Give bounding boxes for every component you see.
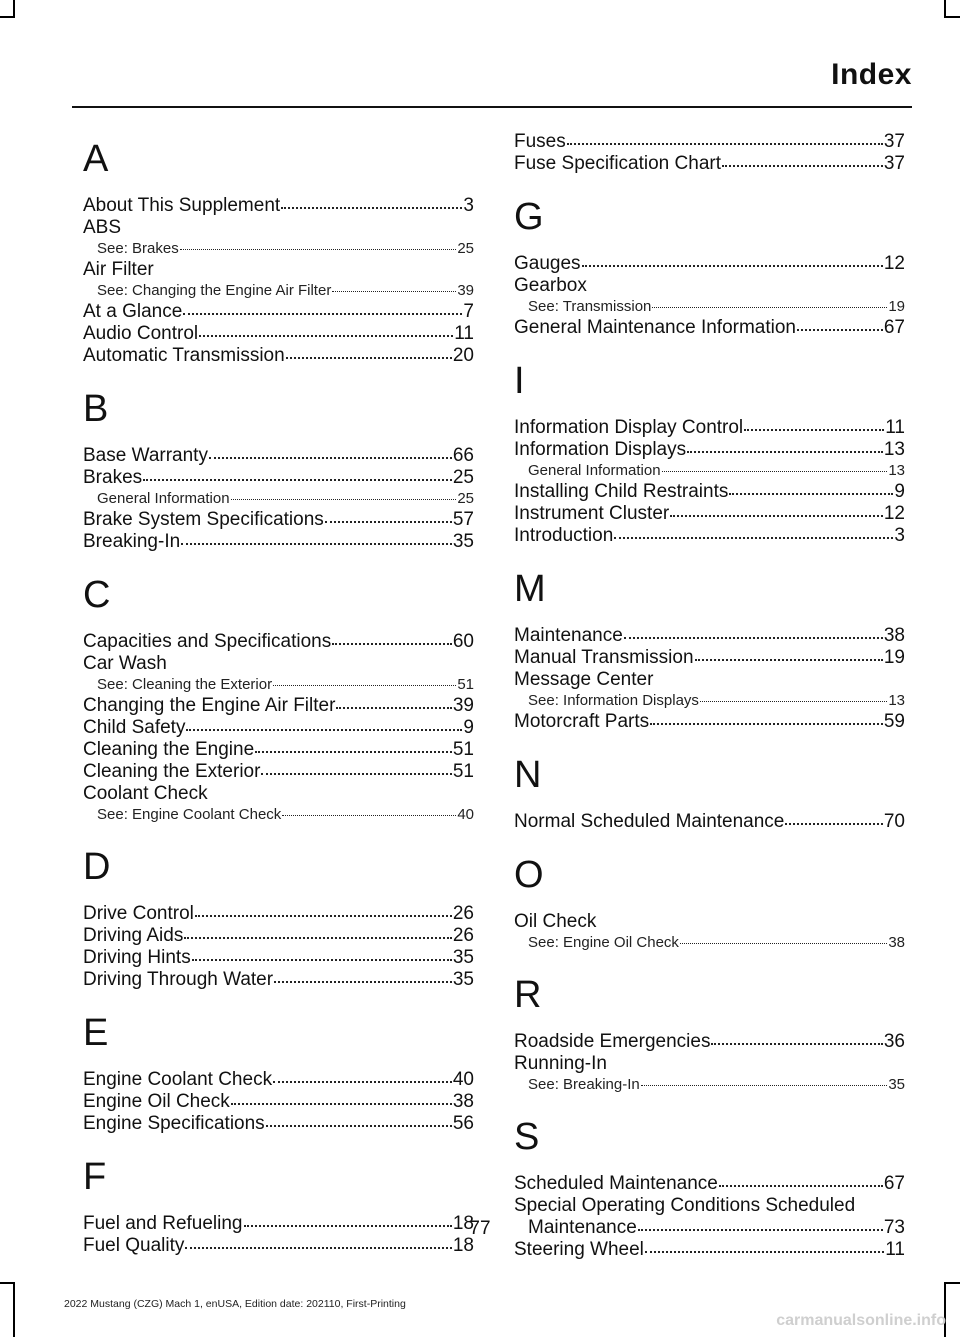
index-column-right [514,131,905,1261]
index-entry-page: 13 [888,462,905,479]
index-entry-label: Drive Control [83,903,194,924]
dot-leader [231,1103,452,1105]
dot-leader [261,773,451,775]
dot-leader [650,723,883,725]
index-entry-label: Maintenance [528,1217,637,1238]
dot-leader [645,1251,884,1253]
index-entry-page: 11 [454,323,474,344]
index-entry-abs[interactable] [83,217,474,239]
section-letter-e: E [83,1012,109,1054]
index-entry-page: 57 [452,509,474,530]
dot-leader [273,685,456,686]
dot-leader [729,493,893,495]
dot-leader [286,357,452,359]
index-entry-page: 67 [883,317,905,338]
spacer [514,803,905,811]
section-letter-b: B [83,388,109,430]
spacer [514,903,905,911]
section-letter-d: D [83,846,111,888]
section-letter-c: C [83,574,111,616]
index-entry-page: 51 [457,676,474,693]
index-entry-label: Running-In [514,1053,607,1074]
index-entry-driving-through-water[interactable] [83,969,474,991]
section-letter-n: N [514,754,542,796]
index-entry-air-filter[interactable] [83,259,474,281]
index-entry-fuses[interactable] [514,131,905,153]
index-entry-steering-wheel[interactable] [514,1239,905,1261]
index-entry-label: Steering Wheel [514,1239,644,1260]
index-entry-label: Engine Specifications [83,1113,265,1134]
index-entry-label: See: Brakes [97,240,179,257]
index-entry-normal-scheduled-maintenance[interactable] [514,811,905,833]
index-column-left [83,131,474,1257]
index-entry-label: See: Changing the Engine Air Filter [97,282,332,299]
section-letter-m: M [514,568,546,610]
index-entry-driving-hints[interactable] [83,947,474,969]
index-entry-installing-child-restraints[interactable] [514,481,905,503]
dot-leader [719,1185,883,1187]
crop-mark-top-right-h [944,16,960,18]
dot-leader [274,981,452,983]
spacer [514,1165,905,1173]
dot-leader [183,313,462,315]
index-entry-page: 9 [463,717,474,738]
index-entry-label: Coolant Check [83,783,208,804]
index-entry-label: See: Information Displays [528,692,699,709]
dot-leader [266,1125,452,1127]
index-subentry-see-transmission[interactable] [514,297,905,317]
dot-leader [209,457,452,459]
index-entry-at-a-glance[interactable] [83,301,474,323]
dot-leader [722,165,883,167]
spacer [514,1023,905,1031]
index-entry-page: 20 [452,345,474,366]
crop-mark-top-left-h [0,16,15,18]
index-entry-label: Fuel and Refueling [83,1213,243,1234]
dot-leader [255,751,452,753]
index-entry-label: Changing the Engine Air Filter [83,695,336,716]
index-entry-label: Fuses [514,131,566,152]
dot-leader [195,915,452,917]
index-entry-label: Oil Check [514,911,597,932]
index-entry-roadside-emergencies[interactable] [514,1031,905,1053]
dot-leader [185,1247,451,1249]
index-entry-page: 51 [452,739,474,760]
dot-leader [325,521,452,523]
section-letter-o: O [514,854,544,896]
spacer [83,187,474,195]
index-entry-page: 51 [452,761,474,782]
index-entry-instrument-cluster[interactable] [514,503,905,525]
index-entry-maintenance[interactable] [514,625,905,647]
index-entry-label: Driving Through Water [83,969,274,990]
index-entry-coolant-check[interactable] [83,783,474,805]
section-letter-r: R [514,974,542,1016]
index-entry-label: Base Warranty [83,445,208,466]
dot-leader [670,515,883,517]
index-entry-label: Instrument Cluster [514,503,670,524]
dot-leader [332,643,452,645]
index-subentry-see-cleaning-the-exterior[interactable] [83,675,474,695]
index-entry-general-maintenance-information[interactable] [514,317,905,339]
index-entry-label: Cleaning the Engine [83,739,255,760]
index-subentry-general-information[interactable] [83,489,474,509]
dot-leader [700,701,887,702]
index-entry-page: 60 [452,631,474,652]
index-entry-scheduled-maintenance[interactable] [514,1173,905,1195]
index-entry-car-wash[interactable] [83,653,474,675]
index-entry-engine-specifications[interactable] [83,1113,474,1135]
dot-leader [180,249,457,250]
index-entry-label: See: Transmission [528,298,652,315]
dot-leader [231,499,457,500]
dot-leader [652,307,887,308]
index-entry-automatic-transmission[interactable] [83,345,474,367]
index-entry-label: Information Display Control [514,417,744,438]
dot-leader [143,479,452,481]
index-entry-page: 37 [883,131,905,152]
index-entry-label: See: Engine Coolant Check [97,806,282,823]
index-entry-page: 66 [452,445,474,466]
index-entry-label: Information Displays [514,439,687,460]
spacer [83,895,474,903]
index-entry-page: 25 [457,490,474,507]
index-entry-label: Air Filter [83,259,154,280]
index-entry-brake-system-specifications[interactable] [83,509,474,531]
dot-leader [181,543,452,545]
index-entry-label: Child Safety [83,717,186,738]
index-entry-page: 3 [463,195,474,216]
index-entry-manual-transmission[interactable] [514,647,905,669]
index-entry-page: 3 [894,525,905,546]
index-entry-page: 70 [883,811,905,832]
index-entry-label: Automatic Transmission [83,345,285,366]
dot-leader [184,937,452,939]
index-entry-page: 25 [457,240,474,257]
index-entry-page: 11 [885,417,905,438]
dot-leader [281,207,462,209]
index-entry-changing-the-engine-air-filter[interactable] [83,695,474,717]
index-entry-page: 40 [452,1069,474,1090]
index-entry-page: 12 [883,253,905,274]
index-entry-label: Brake System Specifications [83,509,324,530]
dot-leader [282,815,456,816]
index-entry-label: General Information [97,490,230,507]
index-entry-information-display-control[interactable] [514,417,905,439]
index-entry-introduction[interactable] [514,525,905,547]
dot-leader [199,335,453,337]
index-entry-page: 73 [883,1217,905,1238]
index-entry-page: 18 [452,1235,474,1256]
section-letter-i: I [514,360,525,402]
index-entry-page: 26 [452,925,474,946]
index-entry-label: See: Breaking-In [528,1076,640,1093]
dot-leader [680,943,887,944]
index-entry-label: Brakes [83,467,143,488]
index-entry-child-safety[interactable] [83,717,474,739]
dot-leader [641,1085,888,1086]
index-entry-label: Gauges [514,253,581,274]
dot-leader [785,823,882,825]
dot-leader [192,959,452,961]
index-entry-page: 19 [883,647,905,668]
dot-leader [332,291,456,292]
index-entry-page: 59 [883,711,905,732]
index-entry-page: 38 [452,1091,474,1112]
index-entry-engine-coolant-check[interactable] [83,1069,474,1091]
index-entry-oil-check[interactable] [514,911,905,933]
dot-leader [582,265,883,267]
title-rule [72,106,912,108]
spacer [514,409,905,417]
section-letter-g: G [514,196,544,238]
index-entry-page: 19 [888,298,905,315]
index-entry-cleaning-the-exterior[interactable] [83,761,474,783]
index-entry-label: Audio Control [83,323,199,344]
index-entry-fuse-specification-chart[interactable] [514,153,905,175]
index-entry-page: 56 [452,1113,474,1134]
index-entry-page: 67 [883,1173,905,1194]
index-subentry-see-brakes[interactable] [83,239,474,259]
index-entry-label: Driving Aids [83,925,184,946]
footer-edition-text: 2022 Mustang (CZG) Mach 1, enUSA, Edition date: 202110, First-Printing [64,1298,406,1310]
index-entry-label: Introduction [514,525,614,546]
index-entry-cleaning-the-engine[interactable] [83,739,474,761]
spacer [83,437,474,445]
index-entry-gauges[interactable] [514,253,905,275]
spacer [83,1205,474,1213]
index-entry-running-in[interactable] [514,1053,905,1075]
index-entry-driving-aids[interactable] [83,925,474,947]
spacer [514,617,905,625]
index-entry-base-warranty[interactable] [83,445,474,467]
dot-leader [624,637,883,639]
index-entry-page: 38 [883,625,905,646]
index-entry-label: Engine Coolant Check [83,1069,273,1090]
index-entry-engine-oil-check[interactable] [83,1091,474,1113]
index-entry-page: 25 [452,467,474,488]
index-entry-label: See: Cleaning the Exterior [97,676,273,693]
index-entry-label: Installing Child Restraints [514,481,729,502]
index-subentry-general-information[interactable] [514,461,905,481]
index-entry-drive-control[interactable] [83,903,474,925]
index-entry-brakes[interactable] [83,467,474,489]
crop-mark-bottom-left-h [0,1282,15,1284]
index-entry-label: Manual Transmission [514,647,694,668]
index-entry-page: 13 [888,692,905,709]
watermark: carmanualsonline.info [776,1312,946,1329]
index-entry-gearbox[interactable] [514,275,905,297]
dot-leader [614,537,893,539]
index-entry-page: 35 [888,1076,905,1093]
index-entry-page: 36 [883,1031,905,1052]
index-entry-page: 35 [452,531,474,552]
index-entry-label: Gearbox [514,275,587,296]
index-entry-label: Car Wash [83,653,167,674]
index-entry-label: Normal Scheduled Maintenance [514,811,785,832]
section-letter-f: F [83,1156,107,1198]
index-entry-page: 35 [452,969,474,990]
index-entry-about-this-supplement[interactable] [83,195,474,217]
index-entry-label: Fuel Quality [83,1235,185,1256]
dot-leader [744,429,884,431]
spacer [83,623,474,631]
index-entry-page: 26 [452,903,474,924]
index-entry-page: 37 [883,153,905,174]
index-entry-audio-control[interactable] [83,323,474,345]
index-entry-page: 18 [452,1213,474,1234]
spacer [83,1061,474,1069]
index-entry-label: Motorcraft Parts [514,711,650,732]
page-number: 77 [469,1218,491,1239]
index-entry-label: Fuse Specification Chart [514,153,721,174]
index-entry-label: General Information [528,462,661,479]
section-letter-a: A [83,138,109,180]
index-subentry-see-engine-coolant-check[interactable] [83,805,474,825]
index-entry-label: About This Supplement [83,195,281,216]
index-subentry-see-breaking-in[interactable] [514,1075,905,1095]
index-entry-label: Engine Oil Check [83,1091,230,1112]
dot-leader [695,659,883,661]
index-entry-message-center[interactable] [514,669,905,691]
index-entry-page: 40 [457,806,474,823]
dot-leader [567,143,883,145]
index-entry-page: 13 [883,439,905,460]
dot-leader [336,707,451,709]
index-entry-label: Scheduled Maintenance [514,1173,718,1194]
index-entry-label: See: Engine Oil Check [528,934,679,951]
index-entry-label: Capacities and Specifications [83,631,332,652]
dot-leader [662,471,888,472]
index-subentry-see-information-displays[interactable] [514,691,905,711]
dot-leader [273,1081,452,1083]
index-entry-page: 39 [457,282,474,299]
index-entry-page: 35 [452,947,474,968]
index-entry-information-displays[interactable] [514,439,905,461]
index-entry-label: Roadside Emergencies [514,1031,711,1052]
section-letter-s: S [514,1116,540,1158]
index-entry-label: Cleaning the Exterior [83,761,261,782]
index-entry-label: Driving Hints [83,947,191,968]
dot-leader [711,1043,882,1045]
dot-leader [797,329,883,331]
dot-leader [687,451,883,453]
dot-leader [186,729,462,731]
index-subentry-see-engine-oil-check[interactable] [514,933,905,953]
index-subentry-see-changing-the-engine-air-filter[interactable] [83,281,474,301]
index-entry-label: General Maintenance Information [514,317,796,338]
crop-mark-bottom-right-h [944,1282,960,1284]
spacer [514,245,905,253]
index-entry-label: ABS [83,217,122,238]
page-title: Index [831,58,912,91]
index-entry-label: Maintenance [514,625,623,646]
index-entry-page: 12 [883,503,905,524]
index-entry-motorcraft-parts[interactable] [514,711,905,733]
index-entry-page: 38 [888,934,905,951]
index-entry-page: 39 [452,695,474,716]
index-entry-label: At a Glance [83,301,183,322]
index-entry-page: 9 [894,481,905,502]
index-entry-capacities-and-specifications[interactable] [83,631,474,653]
index-entry-label: Breaking-In [83,531,181,552]
index-entry-label: Message Center [514,669,654,690]
crop-mark-bottom-left [13,1282,15,1337]
index-entry-page: 11 [885,1239,905,1260]
index-entry-breaking-in[interactable] [83,531,474,553]
index-entry-page: 7 [463,301,474,322]
index-entry-label-line1[interactable]: Special Operating Conditions Scheduled [514,1195,856,1216]
